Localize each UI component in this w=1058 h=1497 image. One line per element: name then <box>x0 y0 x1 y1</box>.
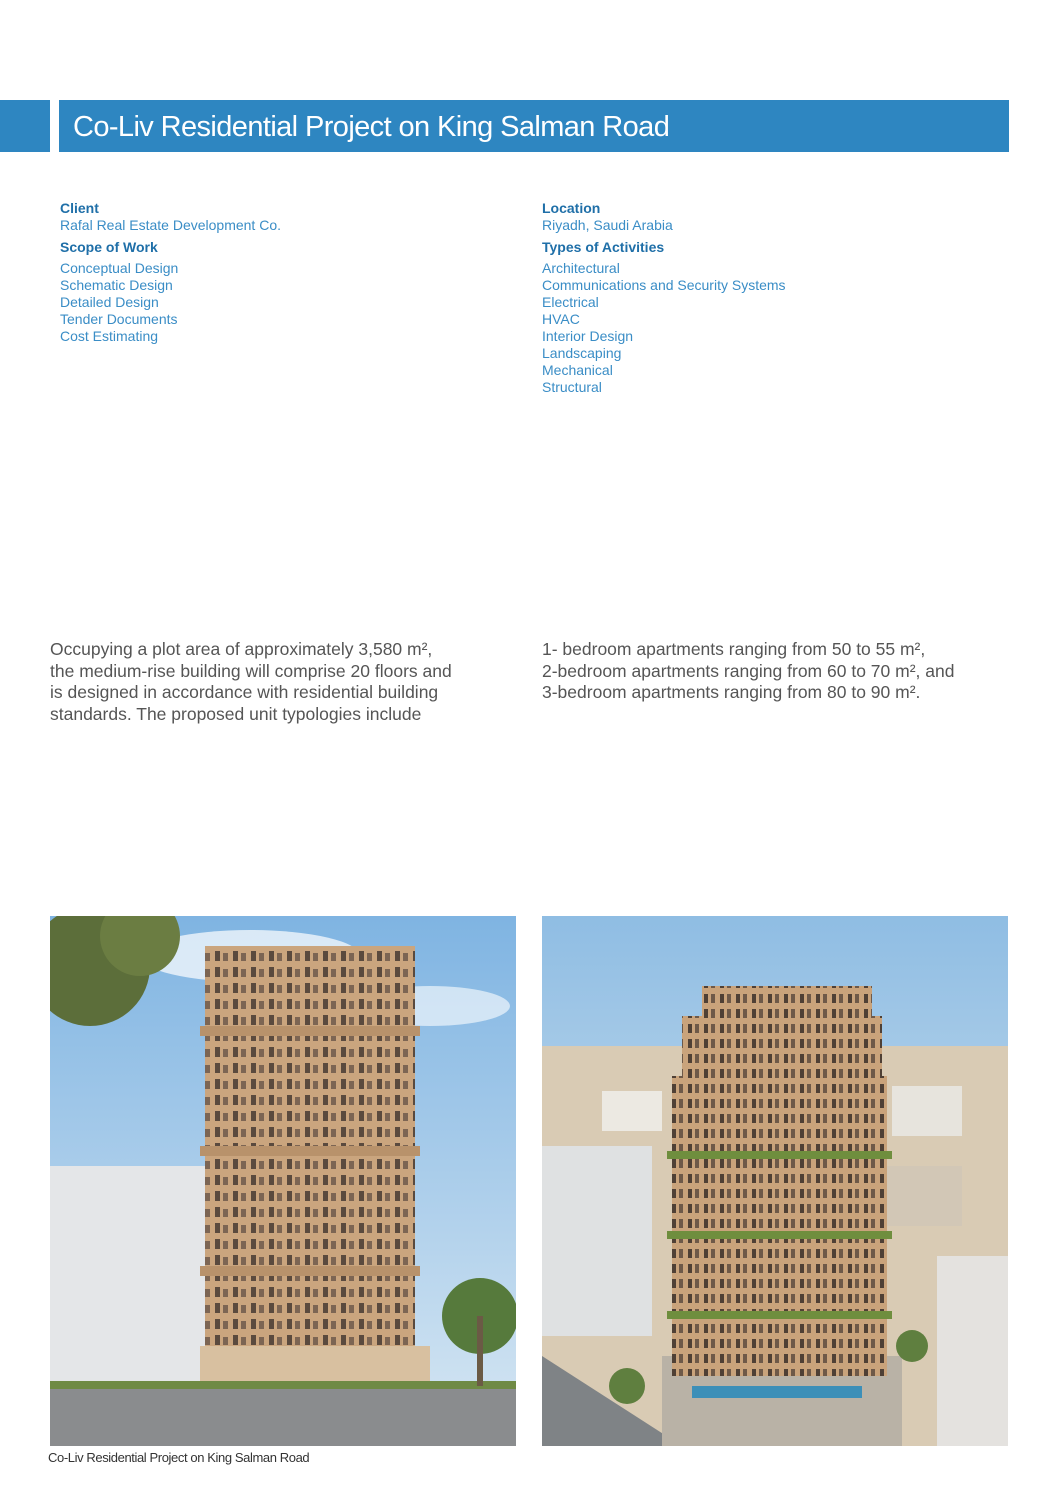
description-line: Occupying a plot area of approximately 3,580 m², <box>50 639 433 659</box>
page-title: Co-Liv Residential Project on King Salman Road <box>73 111 670 143</box>
scope-item: Schematic Design <box>60 277 173 293</box>
activity-item: Electrical <box>542 294 599 310</box>
description-line: 1- bedroom apartments ranging from 50 to 55 m², <box>542 639 926 659</box>
scope-item: Tender Documents <box>60 311 178 327</box>
details-left-column <box>60 200 500 345</box>
activities-list <box>542 260 1002 396</box>
details-right-column <box>542 200 1002 396</box>
header-accent-tab <box>0 100 50 152</box>
aerial-view-rendering <box>542 916 1008 1446</box>
description-left <box>50 639 490 725</box>
activity-item: Interior Design <box>542 328 634 344</box>
activity-item: Communications and Security Systems <box>542 277 786 293</box>
location-value: Riyadh, Saudi Arabia <box>542 217 673 233</box>
activity-item: Structural <box>542 379 602 395</box>
description-line: the medium-rise building will comprise 20 floors and <box>50 660 452 681</box>
activity-item: Mechanical <box>542 362 613 378</box>
description-line: 3-bedroom apartments ranging from 80 to 90 m². <box>542 682 921 702</box>
client-label: Client <box>60 200 99 216</box>
description-right <box>542 639 1008 704</box>
scope-item: Cost Estimating <box>60 328 159 344</box>
description-line: 2-bedroom apartments ranging from 60 to 70 m², and <box>542 660 955 681</box>
client-value: Rafal Real Estate Development Co. <box>60 217 281 233</box>
activity-item: HVAC <box>542 311 580 327</box>
location-label: Location <box>542 200 601 216</box>
scope-label: Scope of Work <box>60 239 158 255</box>
description-line: is designed in accordance with residential building <box>50 682 439 702</box>
scope-item: Detailed Design <box>60 294 159 310</box>
scope-list <box>60 260 500 345</box>
street-view-rendering <box>50 916 516 1446</box>
description-line: standards. The proposed unit typologies include <box>50 703 422 724</box>
figure-caption: Co-Liv Residential Project on King Salman Road <box>48 1450 310 1465</box>
activity-item: Architectural <box>542 260 620 276</box>
title-banner <box>59 100 1009 152</box>
scope-item: Conceptual Design <box>60 260 179 276</box>
activity-item: Landscaping <box>542 345 622 361</box>
activities-label: Types of Activities <box>542 239 665 255</box>
